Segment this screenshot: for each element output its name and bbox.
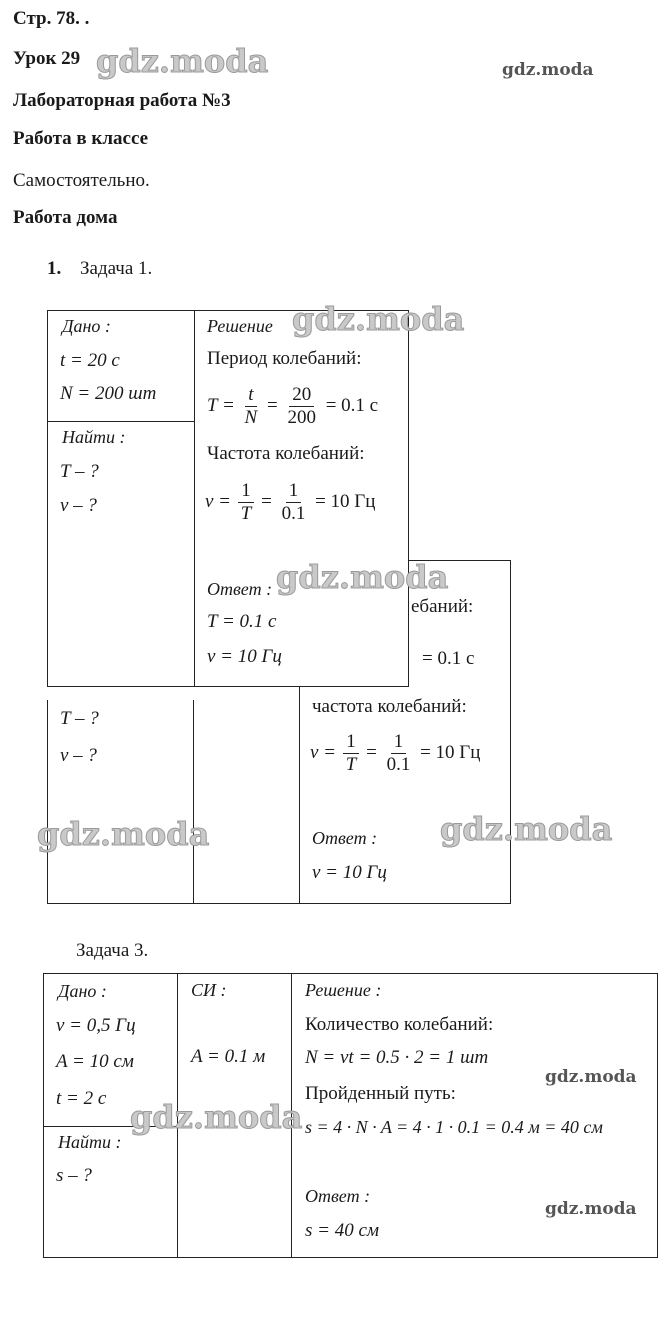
lab-title: Лабораторная работа №3 [13,90,231,111]
t3-si-label: СИ : [191,980,227,1000]
watermark-4: gdz.moda [276,558,449,596]
t1-period-heading: Период колебаний: [207,348,362,369]
t1-given-label: Дано : [62,316,111,336]
t1-period-formula: T = $\frac{t}{N}$ = $\frac{20}{200}$ = 0.1 с [207,384,379,428]
watermark-5: gdz.moda [37,815,210,853]
t2-find-cell [47,700,194,904]
t1-freq-frac2: $\frac{1}{0.1}$ [281,480,306,524]
t2-freq-lhs: ν = [310,741,337,763]
t2-find-1: T – ? [60,708,99,729]
item-number: 1. [47,258,62,279]
t1-period-lhs: T = [207,394,235,416]
watermark-1: gdz.moda [96,42,269,80]
t3-answer-label: Ответ : [305,1186,371,1206]
t2-freq-frac2: $\frac{1}{0.1}$ [386,731,411,775]
t1-freq-frac1: $\frac{1}{T}$ [238,480,255,525]
watermark-7: gdz.moda [545,1067,637,1087]
t1-freq-heading: Частота колебаний: [207,443,365,464]
t1-answer-2: ν = 10 Гц [207,646,282,667]
home-work-heading: Работа дома [13,207,118,228]
t1-period-frac1: $\frac{t}{N}$ [244,384,258,428]
t1-find-1: T – ? [60,461,99,482]
t1-find-2: ν – ? [60,495,97,516]
t2-freq-frac1: $\frac{1}{T}$ [343,731,360,776]
t2-answer: ν = 10 Гц [312,862,387,883]
t2-freq-result: = 10 Гц [420,741,481,763]
t2-freq-heading: частота колебаний: [312,696,467,717]
t2-find-2: ν – ? [60,745,97,766]
t2-freq-formula: ν = $\frac{1}{T}$ = $\frac{1}{0.1}$ = 10 Гц [310,731,481,775]
t1-solution-label: Решение [207,316,273,336]
t2-period-tail: = 0.1 с [422,648,475,669]
t3-given-1: ν = 0,5 Гц [56,1015,136,1036]
self-text: Самостоятельно. [13,170,150,191]
t3-path-formula: s = 4 · N · A = 4 · 1 · 0.1 = 0.4 м = 40 см [305,1117,603,1137]
t1-given-2: N = 200 шт [60,383,157,404]
task3-title: Задача 3. [76,940,149,961]
t2-answer-label: Ответ : [312,828,378,848]
t3-path-heading: Пройденный путь: [305,1083,456,1104]
t3-find: s – ? [56,1165,92,1186]
t3-given-label: Дано : [58,981,107,1001]
watermark-2: gdz.moda [502,60,594,80]
t3-answer: s = 40 см [305,1220,380,1241]
class-work-heading: Работа в классе [13,128,149,149]
t3-count-heading: Количество колебаний: [305,1014,494,1035]
t3-solution-label: Решение : [305,980,382,1000]
t2-heading-tail: ебаний: [411,596,474,617]
watermark-8: gdz.moda [130,1098,303,1136]
t1-freq-result: = 10 Гц [315,490,376,512]
watermark-9: gdz.moda [545,1199,637,1219]
t1-answer-1: T = 0.1 с [207,611,277,632]
task1-title: Задача 1. [80,258,153,279]
t1-answer-label: Ответ : [207,579,273,599]
t3-find-label: Найти : [58,1132,122,1152]
t1-freq-lhs: ν = [205,490,232,512]
t1-freq-formula: ν = $\frac{1}{T}$ = $\frac{1}{0.1}$ = 10 Гц [205,480,376,524]
t1-period-frac2: $\frac{20}{200}$ [287,384,316,428]
t3-given-3: t = 2 с [56,1088,107,1109]
t1-given-1: t = 20 с [60,350,120,371]
t2-si-cell [193,700,300,904]
t3-si-value: A = 0.1 м [191,1046,266,1067]
t3-given-2: A = 10 см [56,1051,134,1072]
watermark-3: gdz.moda [292,300,465,338]
t3-count-formula: N = νt = 0.5 · 2 = 1 шт [305,1047,489,1068]
t1-find-label: Найти : [62,427,126,447]
watermark-6: gdz.moda [440,810,613,848]
lesson-title: Урок 29 [13,48,81,69]
t1-period-result: = 0.1 с [325,394,379,416]
page-number: Стр. 78. . [13,8,90,29]
